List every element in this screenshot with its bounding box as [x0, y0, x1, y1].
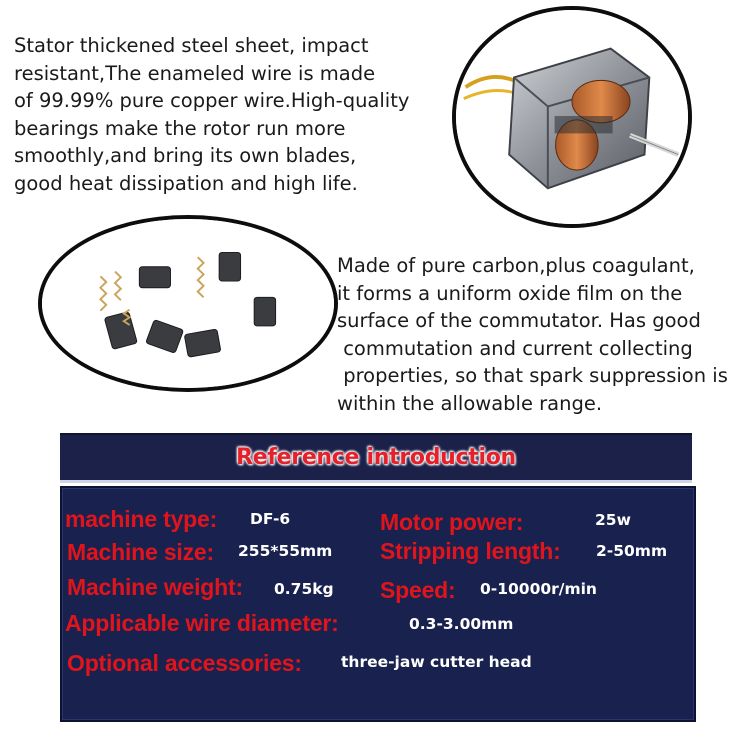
- carbon-brush-photo: [38, 215, 338, 392]
- spec-value-machine-type: DF-6: [250, 510, 291, 528]
- spec-label-stripping-length: Stripping length:: [380, 538, 561, 564]
- spec-label-accessories: Optional accessories:: [67, 650, 302, 676]
- stator-description: Stator thickened steel sheet, impact resistant,The enameled wire is made of 99.99% pure copper wire.High-quality bearings make the rotor run more smoothly,and bring its own blades, good heat dissipation and high life.: [14, 34, 410, 195]
- spec-value-machine-size: 255*55mm: [238, 542, 333, 560]
- spec-label-speed: Speed:: [380, 577, 456, 603]
- spec-value-speed: 0-10000r/min: [480, 580, 597, 598]
- spec-label-machine-type: machine type:: [65, 506, 218, 532]
- carbon-brush-description: Made of pure carbon,plus coagulant, it forms a uniform oxide film on the surface of the commutator. Has good commutation and current collecting properties, so that spark suppression is within the allowable range.: [337, 254, 728, 415]
- spec-value-machine-weight: 0.75kg: [274, 580, 334, 598]
- spec-value-stripping-length: 2-50mm: [596, 542, 668, 560]
- spec-value-motor-power: 25w: [595, 511, 631, 529]
- reference-header: [60, 433, 692, 483]
- reference-title: Reference introduction: [236, 445, 516, 470]
- motor-photo: [452, 6, 692, 228]
- spec-value-wire-diameter: 0.3-3.00mm: [409, 615, 514, 633]
- spec-label-motor-power: Motor power:: [380, 509, 524, 535]
- spec-value-accessories: three-jaw cutter head: [341, 653, 532, 671]
- spec-label-machine-weight: Machine weight:: [67, 574, 243, 600]
- spec-label-machine-size: Machine size:: [67, 539, 214, 565]
- spec-label-wire-diameter: Applicable wire diameter:: [65, 610, 339, 636]
- spec-panel: [60, 486, 696, 722]
